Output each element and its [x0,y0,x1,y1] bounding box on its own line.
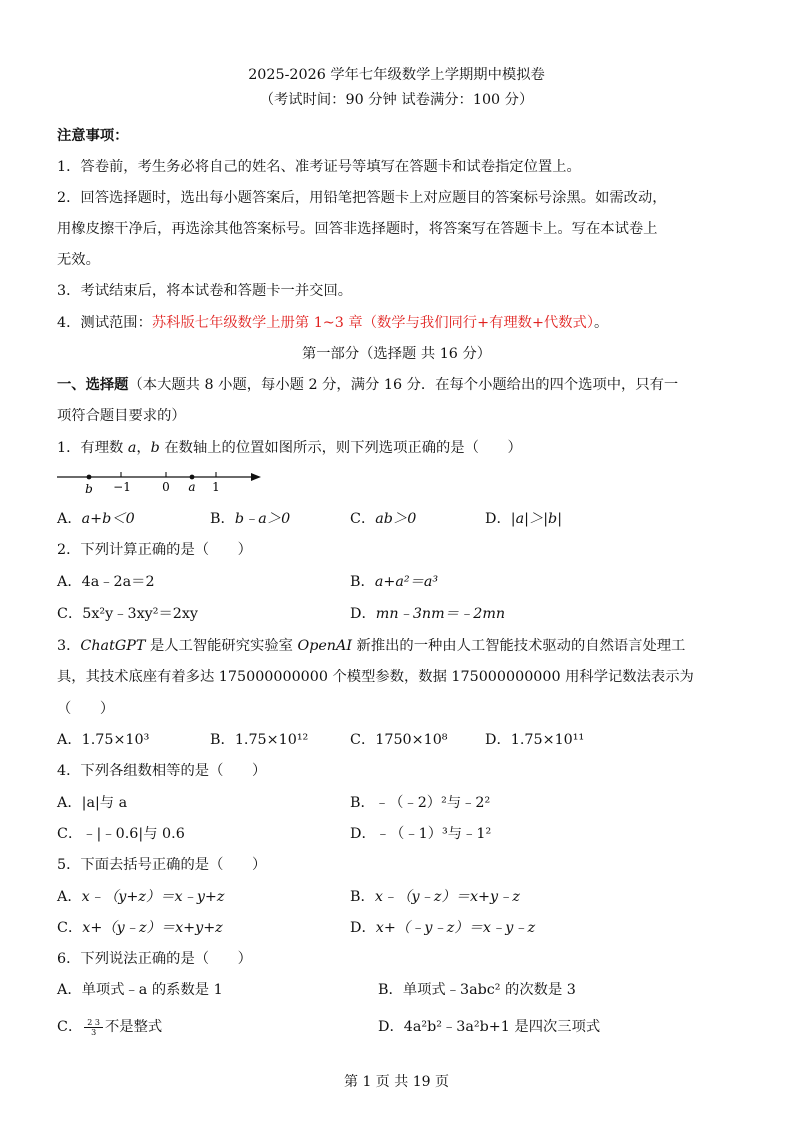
option-text: 5x²y﹣3xy²＝2xy [82,606,199,622]
q2-stem: 2．下列计算正确的是（ ） [57,542,252,558]
notice-item-4 [57,313,608,333]
option-label: C． [350,732,376,748]
option-label: C． [57,920,83,936]
notice-item-2-line-1: 2．回答选择题时，选出每小题答案后，用铅笔把答题卡上对应题目的答案标号涂黑。如需改动， [57,190,667,206]
option-label: D． [350,826,376,842]
option-label: D． [350,920,376,936]
q2-option-c[interactable] [57,604,198,624]
point-a [190,475,195,480]
q3-option-b[interactable] [210,730,308,750]
notice-item-2-line-2: 用橡皮擦干净后，再选涂其他答案标号。回答非选择题时，将答案写在答题卡上。写在本试卷上 [57,221,658,237]
option-label: D． [485,732,511,748]
q1-stem-part: 1．有理数 [57,440,128,456]
q5-option-c[interactable] [57,918,223,938]
q6-option-b[interactable] [378,980,576,1000]
option-label: D． [378,1019,404,1035]
q3-stem-line-3: （ ） [57,701,115,717]
section-desc-line-1: （本大题共 8 小题，每小题 2 分，满分 16 分．在每个小题给出的四个选项中，只有一 [128,377,679,393]
notice-item-3: 3．考试结束后，将本试卷和答题卡一并交回。 [57,283,353,299]
option-label: B． [350,889,375,905]
q2-option-b[interactable] [350,572,438,592]
option-text: |a|与 a [81,795,128,811]
option-text: x+（﹣y﹣z）＝x﹣y﹣z [375,920,536,936]
notice-item-4-prefix: 4．测试范围： [57,315,152,331]
option-label: B． [210,732,235,748]
q2-option-d[interactable] [350,604,505,624]
q3-option-c[interactable] [350,730,448,750]
q1-number-line [55,468,275,498]
option-text: 1750×10⁸ [375,732,448,748]
q5-option-b[interactable] [350,887,520,907]
option-text: 单项式﹣a 的系数是 1 [81,982,223,998]
q3-option-d[interactable] [485,730,584,750]
q2-option-a[interactable] [57,572,155,592]
q4-option-d[interactable] [350,824,491,844]
label-a: a [188,480,196,494]
q3-option-a[interactable] [57,730,149,750]
option-label: A． [57,732,82,748]
option-label: B． [350,795,375,811]
notice-item-4-range: 苏科版七年级数学上册第 1~3 章（数学与我们同行+有理数+代数式） [151,315,594,331]
option-text: 1.75×10¹² [234,732,309,748]
option-label: C． [57,606,83,622]
q5-stem: 5．下面去括号正确的是（ ） [57,857,267,873]
option-text: |a|＞|b| [510,511,563,527]
label-neg1: −1 [113,480,131,494]
option-text: a+b＜0 [81,511,135,527]
notice-item-1: 1．答卷前，考生务必将自己的姓名、准考证号等填写在答题卡和试卷指定位置上。 [57,159,581,175]
label-1: 1 [212,480,220,494]
q4-option-a[interactable] [57,793,127,813]
option-label: A． [57,889,82,905]
q6-stem: 6．下列说法正确的是（ ） [57,951,252,967]
notice-heading: 注意事项： [57,128,129,144]
option-label: B． [378,982,403,998]
q1-var-a: a [127,440,137,456]
option-label: A． [57,574,82,590]
number-line-arrow [251,473,261,481]
option-text: 单项式﹣3abc² 的次数是 3 [402,982,576,998]
option-label: C． [57,826,83,842]
option-text: ﹣（﹣1）³与﹣1² [375,826,492,842]
q1-option-b[interactable] [210,509,290,529]
q3-chatgpt: ChatGPT [80,638,146,654]
q1-option-a[interactable] [57,509,135,529]
notice-item-2-line-3: 无效。 [57,252,100,268]
option-label: A． [57,795,82,811]
option-label: C． [57,1019,83,1035]
option-text: b﹣a＞0 [234,511,291,527]
option-text: x+（y﹣z）＝x+y+z [82,920,223,936]
q6-option-d[interactable] [378,1017,600,1037]
q3-stem-part: 3． [57,638,81,654]
q6-option-c[interactable] [57,1017,162,1037]
q4-option-b[interactable] [350,793,490,813]
part-title: 第一部分（选择题 共 16 分） [301,346,492,362]
option-text: 1.75×10³ [81,732,150,748]
option-label: D． [485,511,511,527]
label-b: b [85,482,93,496]
q3-stem-part: 是人工智能研究实验室 [145,638,298,654]
option-label: B． [350,574,375,590]
q3-openai: OpenAI [297,638,352,654]
section-header [57,375,678,395]
option-label: C． [350,511,376,527]
option-text: ﹣|﹣0.6|与 0.6 [82,826,185,842]
exam-subtitle: （考试时间：90 分钟 试卷满分：100 分） [259,92,534,108]
option-text: mn﹣3nm＝﹣2mn [375,606,506,622]
option-text: 1.75×10¹¹ [510,732,585,748]
fraction-denominator: 3 [91,1027,97,1037]
q1-option-d[interactable] [485,509,562,529]
q1-option-c[interactable] [350,509,416,529]
q1-stem [57,438,522,458]
option-text: ab＞0 [375,511,417,527]
page-footer: 第 1 页 共 19 页 [344,1074,449,1090]
notice-item-4-end: 。 [593,315,609,331]
section-desc-line-2: 项符合题目要求的） [57,408,186,424]
option-text: 4a²b²﹣3a²b+1 是四次三项式 [403,1019,601,1035]
q4-option-c[interactable] [57,824,185,844]
label-0: 0 [162,480,170,494]
q3-stem-part: 新推出的一种由人工智能技术驱动的自然语言处理工 [351,638,686,654]
option-text: x﹣（y+z）＝x﹣y+z [81,889,225,905]
option-text: a+a²＝a³ [374,574,439,590]
q1-var-b: b [150,440,160,456]
option-label: A． [57,982,82,998]
q5-option-d[interactable] [350,918,535,938]
q5-option-a[interactable] [57,887,224,907]
point-b [87,475,92,480]
q3-stem-line-2: 具，其技术底座有着多达 175000000000 个模型参数，数据 175000000000 用科学记数法表示为 [57,669,694,685]
q1-stem-part: ， [136,440,151,456]
q4-stem: 4．下列各组数相等的是（ ） [57,763,267,779]
option-label: A． [57,511,82,527]
exam-title: 2025-2026 学年七年级数学上学期期中模拟卷 [248,67,545,83]
q1-stem-part: 在数轴上的位置如图所示，则下列选项正确的是（ ） [159,440,522,456]
option-text: x﹣（y﹣z）＝x+y﹣z [374,889,520,905]
option-text: 4a﹣2a＝2 [81,574,155,590]
q3-stem-line-1 [57,636,685,656]
option-label: D． [350,606,376,622]
option-label: B． [210,511,235,527]
q6-option-a[interactable] [57,980,223,1000]
section-heading: 一、选择题 [57,377,129,393]
option-text: ﹣（﹣2）²与﹣2² [374,795,491,811]
fraction-numerator: 2 3 [84,1018,103,1028]
option-text: 不是整式 [104,1019,163,1035]
fraction [84,1018,103,1037]
